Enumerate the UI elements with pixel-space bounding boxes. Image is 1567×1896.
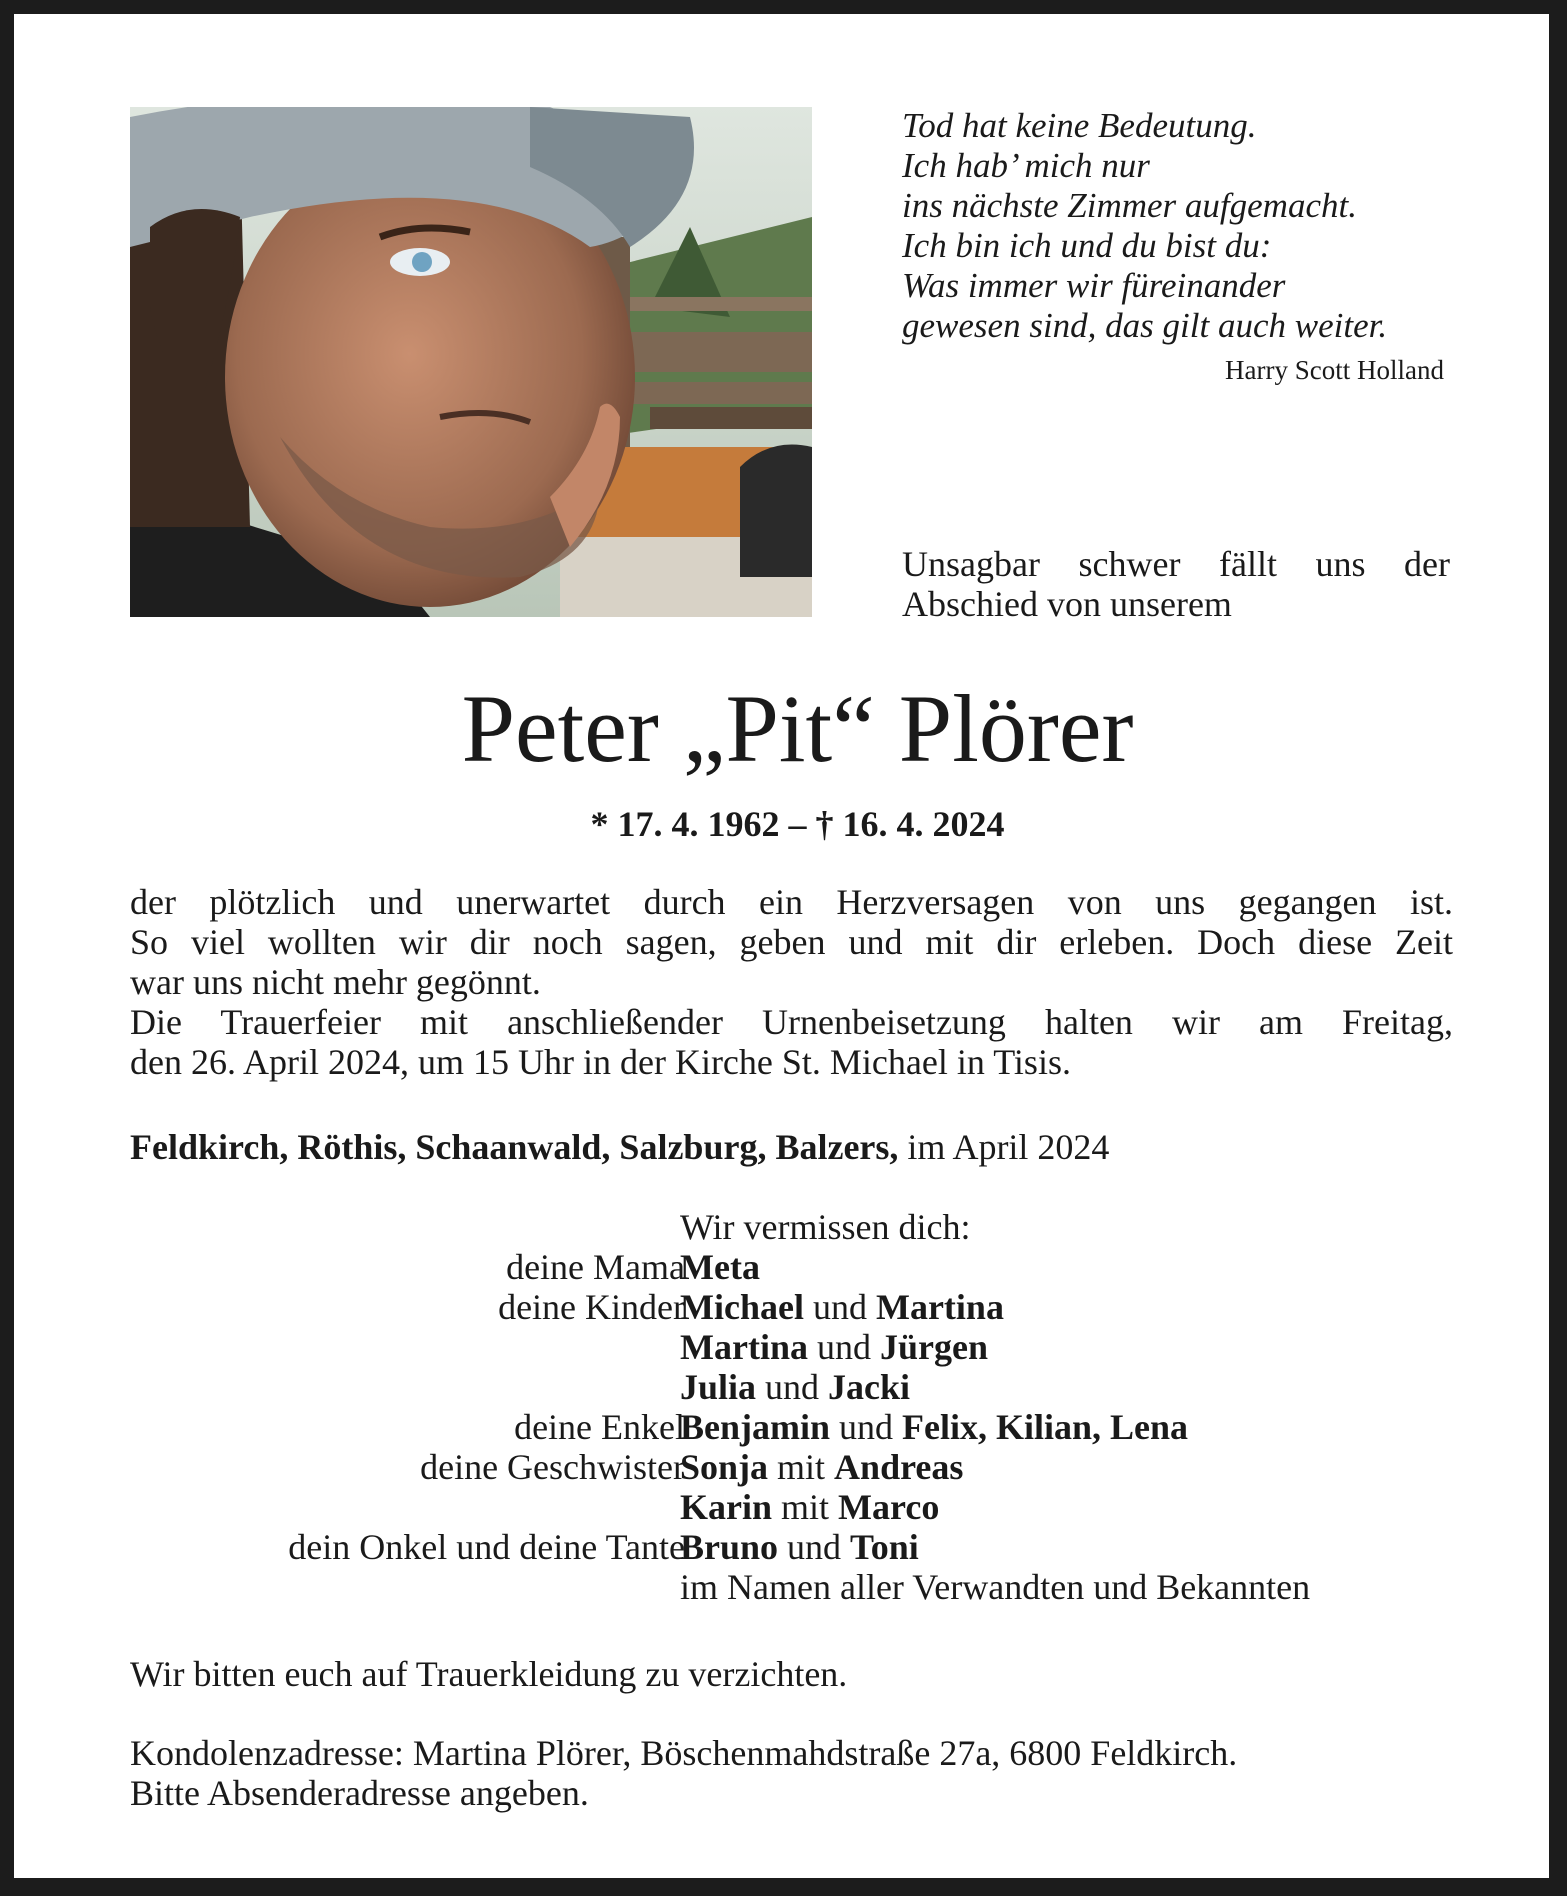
mourner-joiner: und xyxy=(812,1287,867,1327)
announcement-line: der plötzlich und unerwartet durch ein Herzversagen von uns gegangen ist. xyxy=(130,882,1453,922)
announcement-text xyxy=(130,882,1453,1082)
mourner-names xyxy=(680,1287,1004,1327)
portrait-photo xyxy=(130,107,812,617)
mourners-footer: im Namen aller Verwandten und Bekannten xyxy=(680,1567,1311,1607)
obituary-page xyxy=(14,14,1549,1878)
mourner-row xyxy=(14,1487,1567,1527)
announcement-line: So viel wollten wir dir noch sagen, geben und mit dir erleben. Doch diese Zeit xyxy=(130,922,1453,962)
mourner-joiner: und xyxy=(839,1407,894,1447)
condolence-address xyxy=(130,1733,1470,1813)
life-dates: * 17. 4. 1962 – † 16. 4. 2024 xyxy=(590,804,1005,844)
intro-text xyxy=(902,544,1450,624)
mourner-name: Benjamin xyxy=(680,1407,831,1447)
announcement-line: den 26. April 2024, um 15 Uhr in der Kirche St. Michael in Tisis. xyxy=(130,1042,1071,1082)
mourner-row xyxy=(14,1287,1567,1327)
mourner-row xyxy=(14,1247,1567,1287)
mourner-names xyxy=(680,1367,910,1407)
poem-line: ins nächste Zimmer aufgemacht. xyxy=(902,186,1357,225)
mourner-name: Sonja xyxy=(680,1447,769,1487)
mourner-relation: deine Mama xyxy=(506,1247,685,1287)
mourner-name: Felix, Kilian, Lena xyxy=(902,1407,1189,1447)
mourner-joiner: mit xyxy=(777,1447,826,1487)
mourner-relation: deine Kinder xyxy=(498,1287,685,1327)
mourner-name: Toni xyxy=(850,1527,919,1567)
deceased-name: Peter „Pit“ Plörer xyxy=(461,675,1134,782)
mourner-relation: dein Onkel und deine Tante xyxy=(288,1527,685,1567)
mourner-joiner: und xyxy=(787,1527,842,1567)
mourner-name: Jacki xyxy=(828,1367,911,1407)
mourner-name: Michael xyxy=(680,1287,804,1327)
places-date: im April 2024 xyxy=(907,1127,1110,1167)
mourner-names xyxy=(680,1447,963,1487)
poem-line: Tod hat keine Bedeutung. xyxy=(902,106,1257,145)
mourner-name: Marco xyxy=(838,1487,940,1527)
clothing-request: Wir bitten euch auf Trauerkleidung zu verzichten. xyxy=(130,1654,848,1694)
intro-line: Unsagbar schwer fällt uns der xyxy=(902,544,1450,584)
mourners-list xyxy=(14,1247,1567,1607)
portrait-illustration xyxy=(130,107,812,617)
mourner-relation: deine Enkel xyxy=(514,1407,685,1447)
mourners-header: Wir vermissen dich: xyxy=(680,1207,971,1247)
mourner-row xyxy=(14,1367,1567,1407)
mourner-joiner: mit xyxy=(781,1487,830,1527)
mourner-name: Martina xyxy=(680,1327,808,1367)
announcement-line: war uns nicht mehr gegönnt. xyxy=(130,962,541,1002)
poem-line: Ich hab’ mich nur xyxy=(902,146,1150,185)
poem-author: Harry Scott Holland xyxy=(1225,355,1444,385)
mourner-names xyxy=(680,1327,988,1367)
mourner-joiner: und xyxy=(816,1327,871,1367)
announcement-line: Die Trauerfeier mit anschließender Urnenbeisetzung halten wir am Freitag, xyxy=(130,1002,1453,1042)
mourner-row xyxy=(14,1567,1567,1607)
intro-line: Abschied von unserem xyxy=(902,584,1232,624)
mourner-row xyxy=(14,1447,1567,1487)
mourner-row xyxy=(14,1407,1567,1447)
mourner-name: Meta xyxy=(680,1247,760,1287)
address-line: Kondolenzadresse: Martina Plörer, Böschenmahdstraße 27a, 6800 Feldkirch. xyxy=(130,1733,1238,1773)
address-note: Bitte Absenderadresse angeben. xyxy=(130,1773,589,1813)
mourner-name: Jürgen xyxy=(879,1327,988,1367)
places-locations: Feldkirch, Röthis, Schaanwald, Salzburg, Balzers, xyxy=(130,1127,899,1167)
mourner-names xyxy=(680,1247,760,1287)
mourner-name: Bruno xyxy=(680,1527,779,1567)
poem-line: Was immer wir füreinander xyxy=(902,266,1286,305)
mourner-name: Julia xyxy=(680,1367,757,1407)
mourner-name: Karin xyxy=(680,1487,773,1527)
mourner-names xyxy=(680,1407,1188,1447)
mourner-joiner: und xyxy=(765,1367,820,1407)
poem-line: gewesen sind, das gilt auch weiter. xyxy=(902,306,1388,345)
mourner-name: Andreas xyxy=(834,1447,964,1487)
mourner-row xyxy=(14,1327,1567,1367)
mourner-relation: deine Geschwister xyxy=(420,1447,685,1487)
places-line xyxy=(130,1126,1470,1168)
poem-quote xyxy=(902,106,1462,346)
mourner-name: Martina xyxy=(875,1287,1004,1327)
mourner-row xyxy=(14,1527,1567,1567)
mourner-names xyxy=(680,1487,939,1527)
mourner-names xyxy=(680,1527,919,1567)
poem-line: Ich bin ich und du bist du: xyxy=(902,226,1272,265)
